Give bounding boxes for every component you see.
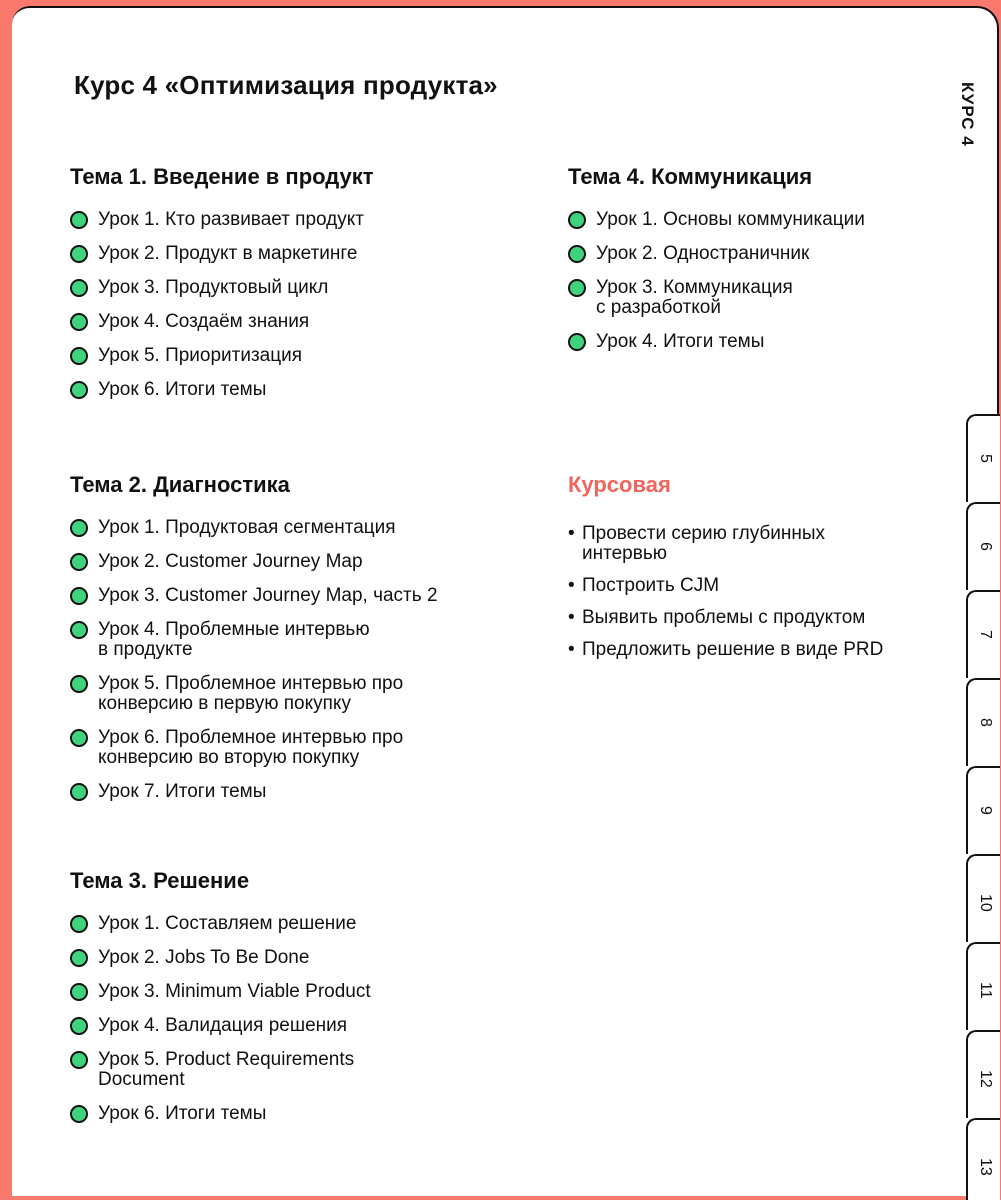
status-dot-icon <box>568 245 586 263</box>
course-title: Курс 4 «Оптимизация продукта» <box>74 70 498 100</box>
course-tab[interactable] <box>966 942 1000 1030</box>
course-tab[interactable] <box>966 678 1000 766</box>
tab-label: 7 <box>977 630 994 639</box>
topic-4 <box>568 164 865 366</box>
coursework-block <box>568 472 883 672</box>
course-tab[interactable] <box>966 1118 1000 1200</box>
tab-label: 5 <box>977 454 994 463</box>
tab-label: 13 <box>977 1158 994 1176</box>
bullet-icon: • <box>568 607 575 628</box>
lesson-item[interactable]: Урок 2. Одностраничник <box>568 244 865 264</box>
status-dot-icon <box>70 519 88 537</box>
course-tab[interactable] <box>966 1030 1000 1118</box>
topic-title: Тема 1. Введение в продукт <box>70 164 374 189</box>
topic-2 <box>70 472 438 816</box>
lesson-item[interactable]: Урок 1. Основы коммуникации <box>568 210 865 230</box>
lesson-item[interactable]: Урок 7. Итоги темы <box>70 782 438 802</box>
lesson-item[interactable]: Урок 6. Итоги темы <box>70 380 374 400</box>
status-dot-icon <box>70 347 88 365</box>
lesson-item[interactable]: Урок 5. Проблемное интервью про конверсию в первую покупку <box>70 674 438 714</box>
topic-1 <box>70 164 374 414</box>
status-dot-icon <box>70 313 88 331</box>
status-dot-icon <box>568 333 586 351</box>
lesson-item[interactable]: Урок 4. Итоги темы <box>568 332 865 352</box>
status-dot-icon <box>70 381 88 399</box>
status-dot-icon <box>70 915 88 933</box>
lesson-item[interactable]: Урок 6. Итоги темы <box>70 1104 371 1124</box>
coursework-item: • Построить CJM <box>568 575 720 596</box>
topic-title: Тема 4. Коммуникация <box>568 164 813 189</box>
bullet-icon: • <box>568 639 575 660</box>
lesson-item[interactable]: Урок 3. Customer Journey Map, часть 2 <box>70 586 438 606</box>
lesson-item[interactable]: Урок 1. Продуктовая сегментация <box>70 518 438 538</box>
course-tab[interactable] <box>966 854 1000 942</box>
tab-label: 10 <box>977 894 994 912</box>
status-dot-icon <box>70 279 88 297</box>
lesson-item[interactable]: Урок 1. Составляем решение <box>70 914 371 934</box>
status-dot-icon <box>70 729 88 747</box>
lesson-list <box>70 518 438 802</box>
lesson-item[interactable]: Урок 4. Валидация решения <box>70 1016 371 1036</box>
status-dot-icon <box>568 211 586 229</box>
status-dot-icon <box>70 587 88 605</box>
course-tabs <box>966 414 1000 1200</box>
topic-title: Тема 2. Диагностика <box>70 472 290 497</box>
status-dot-icon <box>70 245 88 263</box>
lesson-item[interactable]: Урок 6. Проблемное интервью про конверсию во вторую покупку <box>70 728 438 768</box>
lesson-item[interactable]: Урок 2. Customer Journey Map <box>70 552 438 572</box>
lesson-item[interactable]: Урок 4. Проблемные интервью в продукте <box>70 620 438 660</box>
status-dot-icon <box>70 553 88 571</box>
tab-label: 8 <box>977 718 994 727</box>
status-dot-icon <box>70 675 88 693</box>
tab-label: 11 <box>977 982 994 999</box>
lesson-item[interactable]: Урок 2. Jobs To Be Done <box>70 948 371 968</box>
status-dot-icon <box>70 1051 88 1069</box>
bullet-icon: • <box>568 523 575 544</box>
lesson-item[interactable]: Урок 3. Продуктовый цикл <box>70 278 374 298</box>
status-dot-icon <box>70 621 88 639</box>
coursework-item: • Выявить проблемы с продуктом <box>568 607 866 628</box>
topic-title: Тема 3. Решение <box>70 868 250 893</box>
status-dot-icon <box>70 783 88 801</box>
topic-3 <box>70 868 371 1138</box>
lesson-item[interactable]: Урок 3. Коммуникация с разработкой <box>568 278 865 318</box>
status-dot-icon <box>70 949 88 967</box>
lesson-item[interactable]: Урок 1. Кто развивает продукт <box>70 210 374 230</box>
lesson-item[interactable]: Урок 3. Minimum Viable Product <box>70 982 371 1002</box>
lesson-item[interactable]: Урок 2. Продукт в маркетинге <box>70 244 374 264</box>
lesson-list <box>70 210 374 400</box>
tab-label: 9 <box>977 806 994 815</box>
lesson-list <box>70 914 371 1124</box>
course-page <box>12 6 999 1196</box>
status-dot-icon <box>568 279 586 297</box>
coursework-title: Курсовая <box>568 472 671 497</box>
course-tab[interactable] <box>966 766 1000 854</box>
bullet-icon: • <box>568 575 575 596</box>
tab-label: 12 <box>977 1070 994 1088</box>
lesson-item[interactable]: Урок 5. Приоритизация <box>70 346 374 366</box>
course-tab[interactable] <box>966 590 1000 678</box>
lesson-item[interactable]: Урок 5. Product Requirements Document <box>70 1050 371 1090</box>
current-course-tab[interactable]: КУРС 4 <box>958 82 977 147</box>
coursework-list <box>568 524 883 660</box>
coursework-item: • Предложить решение в виде PRD <box>568 639 884 660</box>
status-dot-icon <box>70 983 88 1001</box>
tab-label: 6 <box>977 542 994 551</box>
course-tab[interactable] <box>966 414 1000 502</box>
lesson-list <box>568 210 865 352</box>
status-dot-icon <box>70 1017 88 1035</box>
course-tab[interactable] <box>966 502 1000 590</box>
lesson-item[interactable]: Урок 4. Создаём знания <box>70 312 374 332</box>
coursework-item: • Провести серию глубинных интервью <box>568 523 826 564</box>
status-dot-icon <box>70 211 88 229</box>
status-dot-icon <box>70 1105 88 1123</box>
